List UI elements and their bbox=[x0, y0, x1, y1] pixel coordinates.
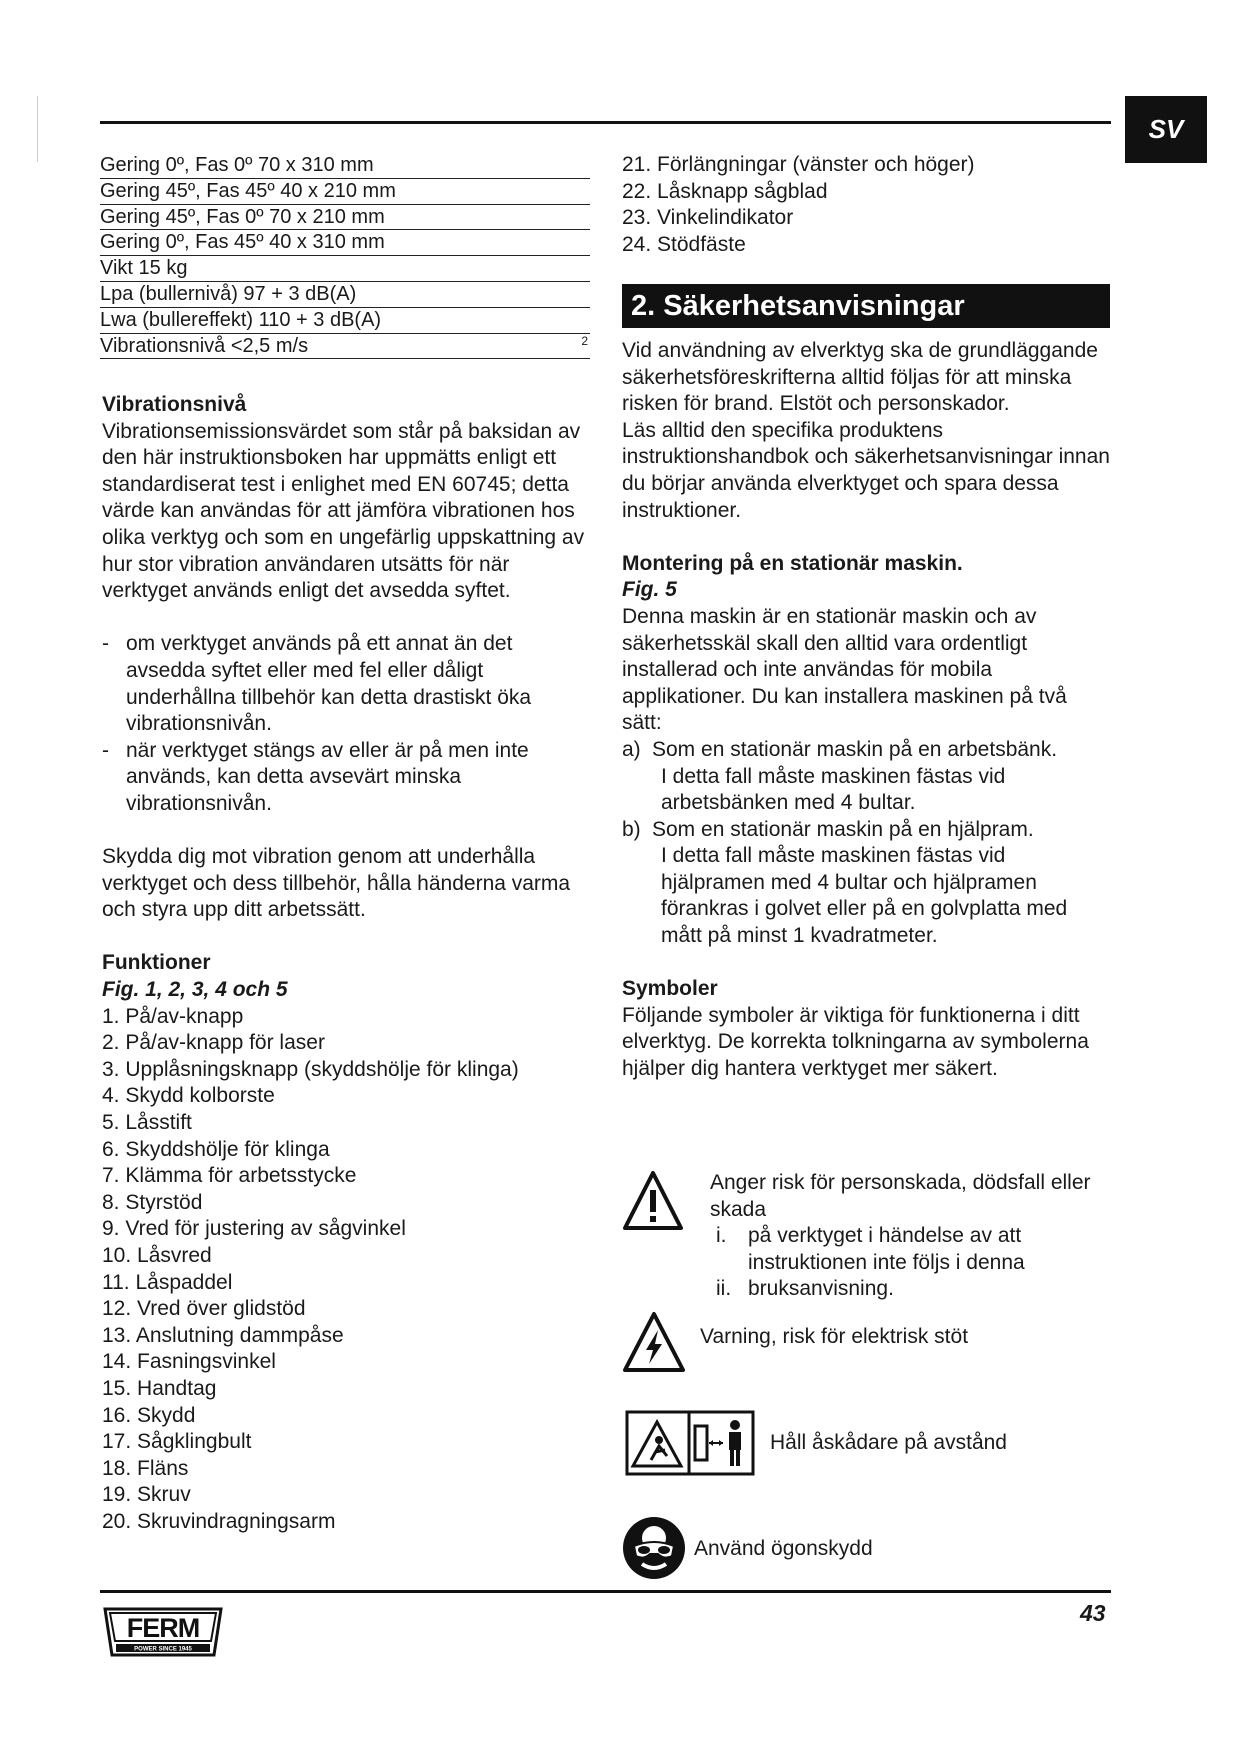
list-item: 9. Vred för justering av sågvinkel bbox=[102, 1217, 406, 1241]
option-key: a) bbox=[622, 737, 641, 761]
margin-line bbox=[37, 96, 38, 162]
spec-text: Lpa (bullernivå) 97 + 3 dB(A) bbox=[100, 282, 357, 305]
list-item: 2. På/av-knapp för laser bbox=[102, 1031, 325, 1055]
ferm-logo-mark bbox=[102, 1605, 224, 1659]
language-tab: SV bbox=[1125, 96, 1207, 163]
symbol-text: Håll åskådare på avstånd bbox=[770, 1431, 1007, 1454]
list-item: 21. Förlängningar (vänster och höger) bbox=[622, 153, 975, 176]
functions-list-continued bbox=[622, 152, 1112, 258]
list-item: 3. Upplåsningsknapp (skyddshölje för klinga) bbox=[102, 1057, 519, 1081]
keep-bystanders-away-icon bbox=[625, 1410, 755, 1476]
symbols-paragraph: Följande symboler är viktiga för funktionerna i ditt elverktyg. De korrekta tolkningarna av symbolerna hjälper dig hantera verktyget mer säkert. bbox=[622, 1003, 1089, 1081]
bottom-rule bbox=[100, 1590, 1111, 1593]
logo-text: FERM bbox=[126, 1613, 200, 1643]
mounting-option bbox=[622, 817, 1112, 950]
list-item: 6. Skyddshölje för klinga bbox=[102, 1137, 330, 1161]
symbol-text: Använd ögonskydd bbox=[694, 1537, 873, 1560]
list-item: 12. Vred över glidstöd bbox=[102, 1297, 306, 1321]
list-item: 7. Klämma för arbetsstycke bbox=[102, 1164, 357, 1188]
symbol-subitem bbox=[710, 1276, 1110, 1303]
list-item: 5. Låsstift bbox=[102, 1111, 192, 1135]
spec-row bbox=[100, 230, 590, 256]
list-item: 23. Vinkelindikator bbox=[622, 206, 794, 230]
mounting-option bbox=[622, 737, 1112, 817]
symbols-heading: Symboler bbox=[622, 977, 718, 1001]
symbol-text: Varning, risk för elektrisk stöt bbox=[700, 1325, 969, 1348]
spec-text: Vikt 15 kg bbox=[100, 257, 188, 280]
ferm-logo bbox=[102, 1605, 224, 1664]
warning-triangle-icon bbox=[622, 1170, 684, 1232]
spec-row bbox=[100, 256, 590, 282]
list-item: 13. Anslutning dammpåse bbox=[102, 1323, 344, 1347]
spec-row bbox=[100, 205, 590, 231]
list-item: 20. Skruvindragningsarm bbox=[102, 1509, 336, 1533]
bullet-text: när verktyget stängs av eller är på men inte används, kan detta avsevärt minska vibrationsnivån. bbox=[126, 738, 529, 815]
vibration-bullet: - när verktyget stängs av eller är på men inte används, kan detta avsevärt minska vibrationsnivån. bbox=[102, 738, 592, 818]
mounting-fig: Fig. 5 bbox=[622, 578, 677, 602]
spec-row bbox=[100, 153, 590, 179]
spec-row bbox=[100, 334, 590, 360]
vibration-unit-exponent: 2 bbox=[581, 333, 588, 348]
list-item: 4. Skydd kolborste bbox=[102, 1084, 275, 1108]
list-item: 10. Låsvred bbox=[102, 1244, 212, 1267]
vibration-paragraph: Vibrationsemissionsvärdet som står på baksidan av den här instruktionsboken har uppmätts enligt ett standardiserat test i enlighet med EN 60745; detta värde kan användas för att jämföra vibrationen hos olika verktyg och som en ungefärlig uppskattning av hur stor vibration användaren utsätts för när verktyget används enligt det avsedda syftet. bbox=[102, 419, 585, 603]
list-item: 8. Styrstöd bbox=[102, 1190, 203, 1214]
list-item: 14. Fasningsvinkel bbox=[102, 1350, 276, 1374]
option-detail: I detta fall måste maskinen fästas vid hjälpramen med 4 bultar och hjälpramen förankras i golvet eller på en golvplatta med mått på minst 1 kvadratmeter. bbox=[661, 844, 1068, 948]
list-item: 16. Skydd bbox=[102, 1403, 196, 1427]
subitem-text: bruksanvisning. bbox=[748, 1277, 894, 1301]
functions-fig: Fig. 1, 2, 3, 4 och 5 bbox=[102, 978, 288, 1002]
safety-paragraph: Vid användning av elverktyg ska de grundläggande säkerhetsföreskrifterna alltid följas för att minska risken för brand. Elstöt och personskador. bbox=[622, 339, 1098, 416]
functions-list bbox=[102, 1004, 592, 1536]
list-item: 11. Låspaddel bbox=[102, 1270, 233, 1294]
spec-row bbox=[100, 179, 590, 205]
spec-table bbox=[100, 153, 590, 359]
eye-protection-icon bbox=[622, 1516, 686, 1580]
spec-text: Vibrationsnivå <2,5 m/s bbox=[100, 334, 309, 357]
logo-tagline: POWER SINCE 1945 bbox=[134, 1646, 192, 1653]
mounting-heading: Montering på en stationär maskin. bbox=[622, 551, 963, 575]
spec-row bbox=[100, 282, 590, 308]
page-number: 43 bbox=[1080, 1600, 1106, 1626]
spec-text: Gering 45º, Fas 0º 70 x 210 mm bbox=[100, 205, 385, 228]
symbol-text: Anger risk för personskada, dödsfall eller skada bbox=[710, 1171, 1091, 1221]
list-item: 19. Skruv bbox=[102, 1483, 191, 1507]
subitem-key: ii. bbox=[716, 1277, 732, 1301]
bullet-text: om verktyget används på ett annat än det avsedda syftet eller med fel eller dåligt underhållna tillbehör kan detta drastiskt öka vibrationsnivån. bbox=[126, 632, 532, 736]
right-column bbox=[622, 338, 1112, 1083]
option-title: Som en stationär maskin på en hjälpram. bbox=[652, 817, 1034, 841]
mounting-paragraph: Denna maskin är en stationär maskin och av säkerhetsskäl skall den alltid vara ordentligt installerad och inte användas för mobila applikationer. Du kan installera maskinen på två sätt: bbox=[622, 604, 1067, 735]
option-detail: I detta fall måste maskinen fästas vid arbetsbänken med 4 bultar. bbox=[661, 764, 1006, 815]
symbol-subitem bbox=[710, 1223, 1110, 1276]
list-item: 15. Handtag bbox=[102, 1376, 217, 1400]
spec-text: Gering 0º, Fas 45º 40 x 310 mm bbox=[100, 231, 385, 254]
spec-row bbox=[100, 308, 590, 334]
option-key: b) bbox=[622, 817, 641, 841]
list-item: 17. Sågklingbult bbox=[102, 1430, 252, 1454]
list-item: 24. Stödfäste bbox=[622, 232, 746, 256]
list-item: 1. På/av-knapp bbox=[102, 1004, 244, 1028]
safety-paragraph: Läs alltid den specifika produktens instruktionshandbok och säkerhetsanvisningar innan du börjar använda elverktyget och spara dessa instruktioner. bbox=[622, 418, 1110, 522]
functions-heading: Funktioner bbox=[102, 951, 211, 975]
vibration-bullet: - om verktyget används på ett annat än det avsedda syftet eller med fel eller dåligt underhållna tillbehör kan detta drastiskt öka vibrationsnivån. bbox=[102, 631, 592, 737]
vibration-protect: Skydda dig mot vibration genom att underhålla verktyget och dess tillbehör, hålla händerna varma och styra upp ditt arbetssätt. bbox=[102, 845, 571, 922]
spec-text: Gering 0º, Fas 0º 70 x 310 mm bbox=[100, 154, 374, 176]
list-item: 22. Låsknapp sågblad bbox=[622, 179, 828, 203]
top-rule bbox=[100, 121, 1111, 124]
vibration-heading: Vibrationsnivå bbox=[102, 393, 247, 416]
subitem-key: i. bbox=[716, 1224, 727, 1248]
left-column bbox=[102, 392, 592, 1536]
list-item: 18. Fläns bbox=[102, 1456, 189, 1480]
spec-text: Gering 45º, Fas 45º 40 x 210 mm bbox=[100, 179, 396, 202]
spec-text: Lwa (bullereffekt) 110 + 3 dB(A) bbox=[100, 308, 382, 331]
option-title: Som en stationär maskin på en arbetsbänk. bbox=[652, 737, 1058, 761]
right-column-top bbox=[622, 152, 1112, 258]
subitem-text: på verktyget i händelse av att instruktionen inte följs i denna bbox=[748, 1224, 1025, 1274]
safety-section-heading: 2. Säkerhetsanvisningar bbox=[622, 284, 1110, 328]
electric-shock-icon bbox=[622, 1310, 686, 1374]
